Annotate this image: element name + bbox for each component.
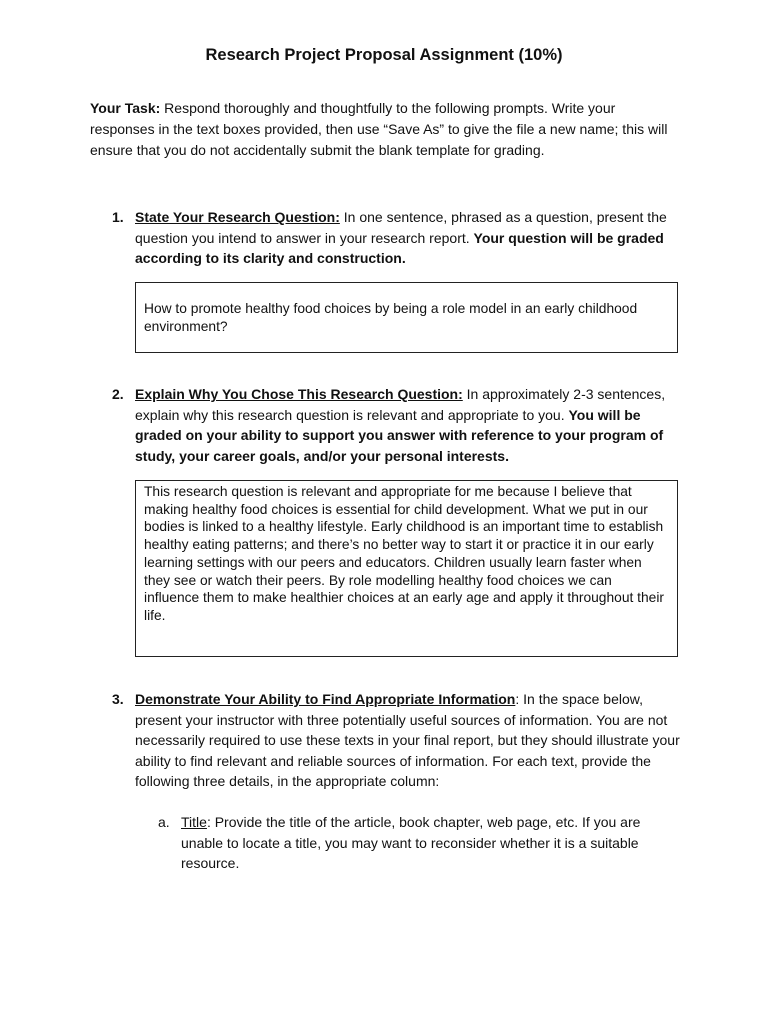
- prompt-number: 1.: [112, 209, 124, 225]
- task-intro: [90, 98, 680, 161]
- prompt-heading: Demonstrate Your Ability to Find Appropriate Information: [135, 691, 516, 707]
- prompt-text: In one sentence, phrased as a question, present the question you intend to answer in your research report.: [135, 209, 667, 246]
- page-title: Research Project Proposal Assignment (10%): [205, 46, 563, 64]
- subitem-a: [158, 812, 688, 874]
- prompt-3: [90, 689, 690, 792]
- answer-box-1[interactable]: How to promote healthy food choices by being a role model in an early childhood environment?: [135, 282, 678, 353]
- prompt-number: 3.: [112, 691, 124, 707]
- task-text: Respond thoroughly and thoughtfully to the following prompts. Write your responses in the text boxes provided, then use “Save As” to give the file a new name; this will ensure that you do not accidentally submit the blank template for grading.: [90, 100, 668, 158]
- prompt-1: [90, 207, 690, 269]
- prompt-grading-note: You will be graded on your ability to support you answer with reference to your program of study, your career goals, and/or your personal interests.: [135, 406, 664, 464]
- prompt-body: [135, 689, 680, 792]
- prompt-heading: State Your Research Question:: [135, 209, 340, 225]
- prompt-number: 2.: [112, 386, 124, 402]
- task-label: Your Task:: [90, 100, 161, 116]
- prompt-text: In approximately 2-3 sentences, explain why this research question is relevant and appropriate to you.: [135, 386, 666, 423]
- subitem-text: : Provide the title of the article, book chapter, web page, etc. If you are unable to locate a title, you may want to reconsider whether it is a suitable resource.: [181, 814, 641, 871]
- prompt-grading-note: Your question will be graded according to its clarity and construction.: [135, 229, 664, 266]
- prompt-heading: Explain Why You Chose This Research Question:: [135, 386, 463, 402]
- prompt-2: [90, 384, 690, 466]
- subitem-body: [181, 812, 686, 874]
- subitem-letter: a.: [158, 814, 170, 830]
- prompt-body: [135, 207, 680, 269]
- answer-box-2[interactable]: This research question is relevant and appropriate for me because I believe that making healthy food choices is essential for child development. What we put in our bodies is linked to a healthy lifestyle. Early childhood is an important time to establish healthy eating patterns; and there’s no better way to start it or practice it in our early learning settings with our peers and educators. Children usually learn faster when they see or watch their peers. By role modelling healthy food choices we can influence them to make healthier choices at an early age and apply it throughout their life.: [135, 480, 678, 657]
- subitem-heading: Title: [181, 814, 207, 830]
- prompt-body: [135, 384, 680, 466]
- prompt-text: : In the space below, present your instructor with three potentially useful sources of information. You are not necessarily required to use these texts in your final report, but they should illustrate your ability to find relevant and reliable sources of information. For each text, provide the following three details, in the appropriate column:: [135, 691, 680, 789]
